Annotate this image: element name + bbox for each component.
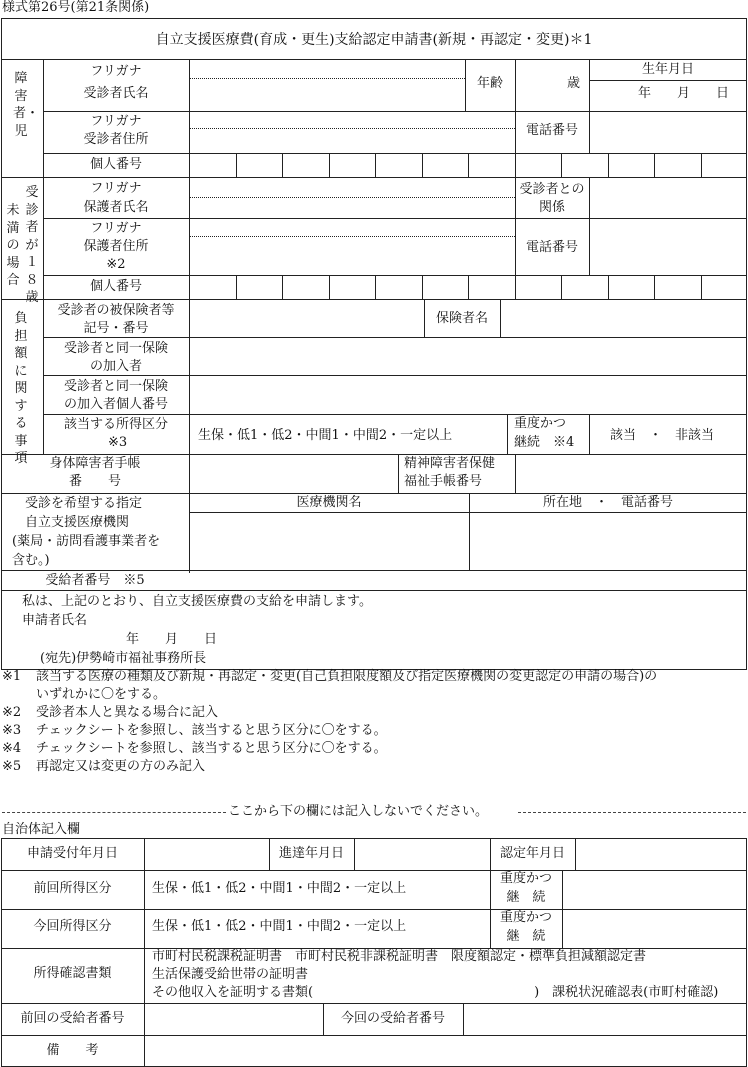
institution-address-field[interactable]: [470, 513, 746, 569]
official-use-heading: 自治体記入欄: [2, 822, 81, 837]
my-number-digit[interactable]: [237, 276, 282, 298]
physical-handbook-field[interactable]: [190, 455, 398, 492]
docs-option-2[interactable]: 生活保護受給世帯の証明書: [152, 967, 309, 982]
my-number-digit[interactable]: [330, 276, 375, 298]
received-date-label: 申請受付年月日: [26, 846, 118, 861]
guardian-address-label: 保護者住所: [83, 239, 149, 254]
my-number-digit[interactable]: [376, 154, 421, 176]
my-number-digit[interactable]: [423, 154, 468, 176]
same-insured-label: 受診者と同一保険 の加入者: [63, 341, 168, 375]
applicant-name-label: 申請者氏名: [22, 613, 88, 628]
approved-date-field[interactable]: [576, 839, 746, 870]
note-text: チェックシートを参照し、該当すると思う区分に〇をする。: [36, 723, 387, 738]
section-patient-label: 障害者・児: [13, 71, 40, 139]
my-number-digit[interactable]: [330, 154, 375, 176]
note-mark: ※2: [2, 705, 22, 720]
prev-recipient-field[interactable]: [145, 1004, 323, 1034]
same-insured-number-field[interactable]: [190, 376, 746, 413]
curr-income-label: 今回所得区分: [33, 919, 112, 934]
insured-number-label: 受診者の被保険者等 記号・番号: [57, 303, 175, 337]
guardian-address-field[interactable]: [190, 237, 514, 274]
age-unit: 歳: [567, 76, 581, 91]
relation-label: 受診者との関係: [519, 182, 585, 216]
application-date[interactable]: 年 月 日: [126, 632, 218, 647]
cut-line-text: ここから下の欄には記入しないでください。: [228, 804, 489, 819]
note-text: 該当する医療の種類及び新規・再認定・変更(自己負担限度額及び指定医療機関の変更認定の申請の場合)の: [36, 669, 658, 684]
patient-address-field[interactable]: [190, 129, 514, 152]
note-mark: ※5: [2, 759, 22, 774]
dob-field[interactable]: 年 月 日: [638, 86, 730, 101]
remarks-label: 備 考: [46, 1043, 99, 1058]
my-number-digit[interactable]: [283, 154, 328, 176]
my-number-digit[interactable]: [283, 276, 328, 298]
age-label: 年齢: [476, 76, 503, 91]
progress-date-label: 進達年月日: [278, 846, 344, 861]
prev-income-label: 前回所得区分: [33, 881, 112, 896]
my-number-digit[interactable]: [562, 154, 607, 176]
my-number-digit[interactable]: [469, 276, 514, 298]
prev-severe-field[interactable]: [563, 871, 746, 908]
institution-label: 受診を希望する指定 自立支援医療機関 (薬局・訪問看護事業者を 含む。): [12, 496, 161, 568]
physical-handbook-label-2: 番 号: [68, 474, 121, 489]
note-mark: ※1: [2, 669, 22, 684]
furigana-label: フリガナ: [90, 221, 142, 236]
curr-recipient-field[interactable]: [464, 1004, 746, 1034]
prev-severe-label: 重度かつ: [499, 871, 552, 886]
furigana-label: フリガナ: [90, 114, 142, 129]
income-class-label: 該当する所得区分: [63, 417, 168, 432]
severe-label: 重度かつ: [514, 416, 567, 431]
docs-option-3[interactable]: その他収入を証明する書類( ) 課税状況確認表(市町村確認): [152, 985, 719, 1000]
docs-label: 所得確認書類: [33, 966, 112, 981]
furigana-label: フリガナ: [90, 181, 142, 196]
insurer-field[interactable]: [501, 300, 746, 337]
note-text: チェックシートを参照し、該当すると思う区分に〇をする。: [36, 741, 387, 756]
my-number-label: 個人番号: [89, 157, 142, 172]
relation-field[interactable]: [590, 178, 746, 218]
note-text: いずれかに〇をする。: [36, 687, 167, 702]
institution-name-label: 医療機関名: [296, 495, 362, 510]
institution-name-field[interactable]: [190, 513, 468, 569]
insurer-label: 保険者名: [435, 311, 488, 326]
curr-severe-field[interactable]: [563, 910, 746, 947]
my-number-digit[interactable]: [516, 154, 561, 176]
income-class-options[interactable]: 生保・低1・低2・中間1・中間2・一定以上: [198, 428, 453, 443]
form-number: 様式第26号(第21条関係): [2, 0, 150, 15]
physical-handbook-label: 身体障害者手帳: [49, 456, 141, 471]
note-text: 再認定又は変更の方のみ記入: [36, 759, 206, 774]
phone-label: 電話番号: [525, 240, 578, 255]
my-number-digit[interactable]: [609, 276, 654, 298]
my-number-digit[interactable]: [562, 276, 607, 298]
note-mark: ※4: [2, 741, 22, 756]
curr-recipient-label: 今回の受給者番号: [340, 1011, 445, 1026]
severe-options[interactable]: 該当 ・ 非該当: [610, 428, 715, 443]
addressee: (宛先)伊勢崎市福祉事務所長: [40, 651, 207, 666]
severe-label-2: 継続 ※4: [514, 435, 575, 450]
insured-number-field[interactable]: [190, 300, 424, 337]
curr-severe-label: 重度かつ: [499, 910, 552, 925]
section-guardian-label: 受診者が１８歳 未満の場合: [6, 185, 39, 306]
guardian-name-label: 保護者氏名: [83, 200, 149, 215]
progress-date-field[interactable]: [355, 839, 490, 870]
my-number-digit[interactable]: [609, 154, 654, 176]
mental-handbook-label: 精神障害者保健: [404, 456, 496, 471]
same-insured-number-label: 受診者と同一保険 の加入者個人番号: [63, 379, 168, 413]
mental-handbook-field[interactable]: [516, 455, 746, 492]
guardian-phone-field[interactable]: [590, 219, 746, 274]
declaration-text: 私は、上記のとおり、自立支援医療費の支給を申請します。: [22, 594, 372, 609]
note-3-mark: ※3: [108, 435, 128, 450]
note-2-mark: ※2: [106, 257, 126, 272]
patient-phone-field[interactable]: [590, 112, 746, 152]
my-number-digit[interactable]: [655, 154, 700, 176]
my-number-digit[interactable]: [376, 276, 421, 298]
patient-name-field[interactable]: [190, 79, 464, 110]
patient-name-label: 受診者氏名: [83, 86, 149, 101]
my-number-digit[interactable]: [655, 276, 700, 298]
institution-address-label: 所在地 ・ 電話番号: [542, 495, 673, 510]
form-title: 自立支援医療費(育成・更生)支給認定申請書(新規・再認定・変更)＊1: [155, 32, 593, 48]
note-mark: ※3: [2, 723, 22, 738]
my-number-digit[interactable]: [237, 154, 282, 176]
patient-address-label: 受診者住所: [83, 132, 149, 147]
remarks-field[interactable]: [145, 1036, 746, 1066]
prev-recipient-label: 前回の受給者番号: [20, 1011, 125, 1026]
phone-label: 電話番号: [525, 123, 578, 138]
docs-option-1[interactable]: 市町村民税課税証明書 市町村民税非課税証明書 限度額認定・標準負担減額認定書: [152, 949, 647, 964]
my-number-digit[interactable]: [702, 276, 747, 298]
mental-handbook-label-2: 福祉手帳番号: [404, 474, 483, 489]
my-number-digit[interactable]: [190, 154, 235, 176]
my-number-digit[interactable]: [469, 154, 514, 176]
approved-date-label: 認定年月日: [499, 846, 565, 861]
recipient-number-label: 受給者番号 ※5: [45, 573, 145, 588]
my-number-digit[interactable]: [702, 154, 747, 176]
curr-income-options[interactable]: 生保・低1・低2・中間1・中間2・一定以上: [152, 919, 407, 934]
prev-severe-label-2: 継 続: [506, 890, 546, 905]
dob-label: 生年月日: [641, 62, 694, 77]
my-number-label: 個人番号: [89, 279, 142, 294]
recipient-number-field[interactable]: [190, 571, 746, 590]
note-text: 受診者本人と異なる場合に記入: [36, 705, 219, 720]
guardian-name-field[interactable]: [190, 198, 514, 218]
my-number-digit[interactable]: [423, 276, 468, 298]
prev-income-options[interactable]: 生保・低1・低2・中間1・中間2・一定以上: [152, 881, 407, 896]
same-insured-field[interactable]: [190, 338, 746, 375]
section-burden-label: 負担額に関する事項: [14, 311, 28, 467]
furigana-label: フリガナ: [90, 64, 142, 79]
curr-severe-label-2: 継 続: [506, 929, 546, 944]
my-number-digit[interactable]: [190, 276, 235, 298]
my-number-digit[interactable]: [516, 276, 561, 298]
received-date-field[interactable]: [145, 839, 269, 870]
